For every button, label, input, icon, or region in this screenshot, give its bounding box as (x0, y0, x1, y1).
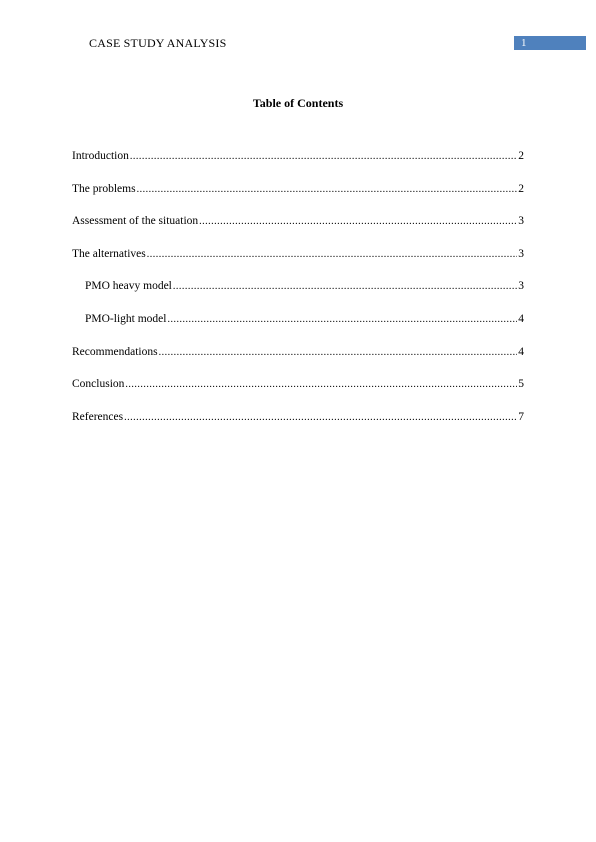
dot-leader (173, 280, 517, 294)
toc-entry-label[interactable]: The alternatives (72, 247, 146, 260)
toc-entry-pmo-light-model[interactable] (72, 312, 524, 345)
dot-leader (130, 150, 517, 164)
toc-entry-page: 4 (518, 312, 524, 325)
page-number: 1 (521, 37, 527, 49)
dot-leader (159, 346, 518, 360)
toc-entry-page: 3 (518, 215, 524, 228)
toc-entry-page: 5 (518, 378, 524, 391)
dot-leader (147, 248, 517, 262)
toc-entry-references[interactable] (72, 410, 524, 443)
dot-leader (125, 378, 517, 392)
dot-leader (199, 215, 517, 229)
table-of-contents (72, 149, 524, 442)
toc-entry-alternatives[interactable] (72, 247, 524, 280)
toc-entry-assessment[interactable] (72, 214, 524, 247)
toc-entry-recommendations[interactable] (72, 345, 524, 378)
toc-entry-label[interactable]: The problems (72, 182, 136, 195)
toc-entry-pmo-heavy-model[interactable] (72, 279, 524, 312)
toc-entry-page: 7 (518, 410, 524, 423)
page-number-badge (514, 36, 586, 50)
dot-leader (124, 411, 517, 425)
running-head: CASE STUDY ANALYSIS (89, 36, 227, 50)
toc-entry-page: 3 (518, 247, 524, 260)
toc-title: Table of Contents (252, 96, 344, 110)
toc-entry-the-problems[interactable] (72, 182, 524, 215)
toc-entry-page: 4 (518, 345, 524, 358)
toc-entry-label[interactable]: PMO heavy model (85, 280, 172, 293)
toc-entry-label[interactable]: Assessment of the situation (72, 215, 199, 228)
toc-entry-label[interactable]: Recommendations (72, 345, 158, 358)
dot-leader (137, 183, 518, 197)
dot-leader (167, 313, 517, 327)
toc-entry-label[interactable]: Conclusion (72, 378, 125, 391)
toc-entry-introduction[interactable] (72, 149, 524, 182)
toc-entry-page: 3 (518, 280, 524, 293)
toc-entry-page: 2 (518, 150, 524, 162)
toc-entry-page: 2 (518, 182, 524, 195)
toc-entry-label[interactable]: References (72, 410, 124, 423)
toc-entry-conclusion[interactable] (72, 377, 524, 410)
toc-entry-label[interactable]: Introduction (72, 150, 129, 162)
toc-entry-label[interactable]: PMO-light model (85, 312, 167, 325)
